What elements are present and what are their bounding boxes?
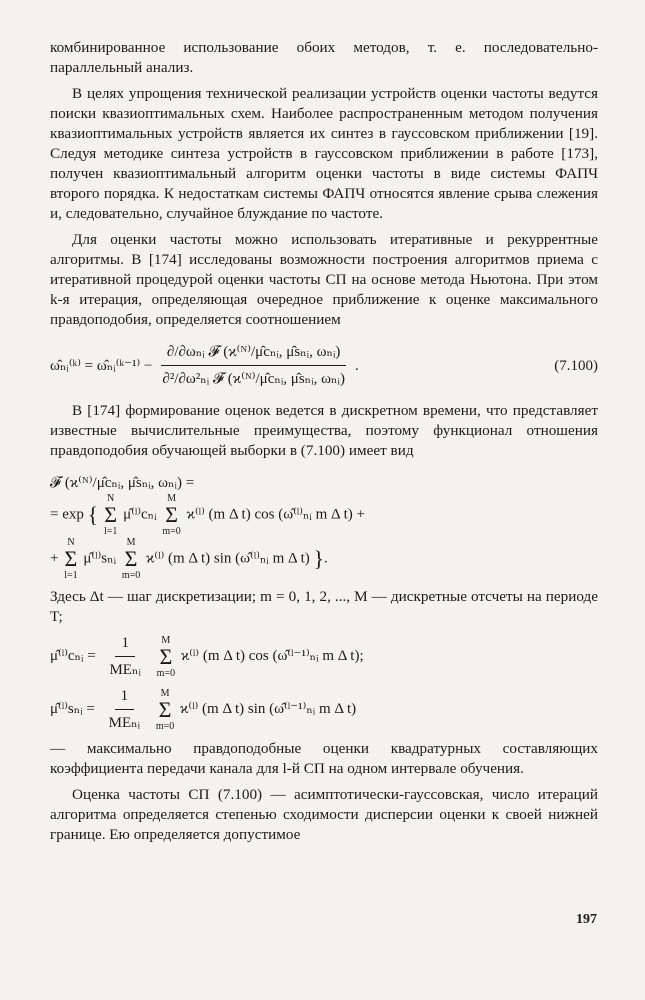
exp-label: = exp (50, 506, 84, 523)
paragraph-2: В целях упрощения технической реализации устройств оценки частоты ведутся поиски квазиоптимальных схем. Наиболее распространенным методом получения квазиоптимальных устройств является их синтез в гауссовском приближении [19]. Следуя методике синтеза устройств в гауссовском приближении в работе [173], получен квазиоптимальный алгоритм оценки частоты в виде системы ФАПЧ второго порядка. К недостаткам системы ФАПЧ относятся явление срыва слежения и, следовательно, случайное блуждание по частоте. (50, 85, 598, 222)
paragraph-4: В [174] формирование оценок ведется в дискретном времени, что представляет известные вычислительные преимущества, поэтому функционал отношения правдоподобия обучающей выборки в (7.100) имеет вид (50, 402, 598, 459)
eq100-lhs: ω̂ₙᵢ⁽ᵏ⁾ = ω̂ₙᵢ⁽ᵏ⁻¹⁾ − (50, 357, 153, 374)
functional-line-1: 𝓕 (ϰ⁽ᴺ⁾/μ̂cₙᵢ, μ̂sₙᵢ, ωₙᵢ) = (50, 475, 195, 491)
plus-sign: + (50, 550, 59, 567)
paragraph-7: Оценка частоты СП (7.100) — асимптотически-гауссовская, число итераций алгоритма определяется степенью сходимости дисперсии оценки к своей нижней границе. Ею определяется допустимое (50, 786, 598, 843)
sum-l: N Σ l=1 (103, 493, 118, 537)
mu-c-term: μ̂⁽ˡ⁾cₙᵢ (123, 506, 157, 523)
mu-c-formula: μ̂⁽ˡ⁾cₙᵢ = $\frac{1}{\text{MEₙᵢ}}$ M Σ m=0 ϰ⁽ˡ⁾ (m Δ t) cos (ω̂⁽ˡ⁻¹⁾ₙᵢ m Δ t); (50, 634, 364, 679)
equation-number: (7.100) (554, 357, 598, 374)
functional-line-2: = exp { N Σ l=1 μ̂⁽ˡ⁾cₙᵢ M Σ m=0 ϰ⁽ˡ⁾ (m Δ t) cos (ω̂⁽ˡ⁾ₙᵢ m Δ t) + (50, 493, 365, 537)
mu-formulas (50, 633, 598, 733)
paragraph-1: комбинированное использование обоих методов, т. е. последовательно-параллельный анализ. (50, 39, 598, 76)
eq100-fraction (156, 342, 351, 389)
functional-formula (50, 473, 598, 581)
sin-term: ϰ⁽ˡ⁾ (m Δ t) sin (ω̂⁽ˡ⁾ₙᵢ m Δ t) (146, 550, 310, 567)
sum-m-2: M Σ m=0 (121, 537, 141, 581)
eq100-numerator: ∂/∂ωₙᵢ 𝓕 (ϰ⁽ᴺ⁾/μ̂cₙᵢ, μ̂sₙᵢ, ωₙᵢ) (161, 342, 347, 366)
equation-7-100: ω̂ₙᵢ⁽ᵏ⁾ = ω̂ₙᵢ⁽ᵏ⁻¹⁾ − $\frac{\text{∂/∂ωₙᵢ 𝓕 (ϰ⁽ᴺ⁾/μ̂cₙᵢ, μ̂sₙᵢ, ωₙᵢ)}}{\text{∂²/∂ω²ₙᵢ 𝓕 (ϰ⁽ᴺ⁾/μ̂cₙᵢ, μ̂sₙᵢ, ωₙᵢ)}}$ . (7.100) (50, 344, 598, 387)
eq100-denominator: ∂²/∂ω²ₙᵢ 𝓕 (ϰ⁽ᴺ⁾/μ̂cₙᵢ, μ̂sₙᵢ, ωₙᵢ) (162, 371, 345, 387)
cos-term: ϰ⁽ˡ⁾ (m Δ t) cos (ω̂⁽ˡ⁾ₙᵢ m Δ t) + (186, 506, 365, 523)
sum-l-2: N Σ l=1 (64, 537, 78, 581)
page-body (50, 38, 598, 845)
mu-s-formula: μ̂⁽ˡ⁾sₙᵢ = $\frac{1}{\text{MEₙᵢ}}$ M Σ m=0 ϰ⁽ˡ⁾ (m Δ t) sin (ω̂⁽ˡ⁻¹⁾ₙᵢ m Δ t) (50, 687, 357, 732)
sum-m: M Σ m=0 (162, 493, 181, 537)
page-number: 197 (576, 912, 597, 927)
paragraph-6: — максимально правдоподобные оценки квадратурных составляющих коэффициента передачи канала для l-й СП на одном интервале обучения. (50, 740, 598, 777)
paragraph-3: Для оценки частоты можно использовать итеративные и рекуррентные алгоритмы. В [174] исследованы возможности построения алгоритмов приема с итеративной процедурой оценки частоты СП на основе метода Ньютона. При этом k-я итерация, определяющая очередное приближение к оценке максимального правдоподобия, определяется соотношением (50, 231, 598, 328)
functional-line-3: + N Σ l=1 μ̂⁽ˡ⁾sₙᵢ M Σ m=0 ϰ⁽ˡ⁾ (m Δ t) sin (ω̂⁽ˡ⁾ₙᵢ m Δ t) }. (50, 537, 328, 581)
mu-s-term: μ̂⁽ˡ⁾sₙᵢ (83, 550, 117, 567)
paragraph-5: Здесь Δt — шаг дискретизации; m = 0, 1, 2, ..., M — дискретные отсчеты на периоде T; (50, 588, 598, 625)
